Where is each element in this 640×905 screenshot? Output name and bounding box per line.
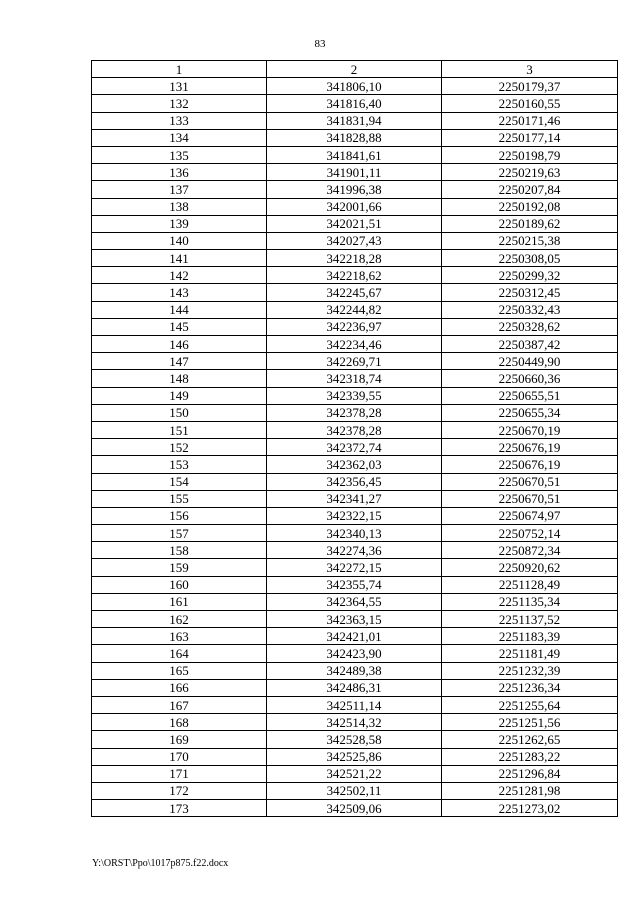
y-coordinate-cell: 2250872,34 xyxy=(442,542,618,559)
header-row xyxy=(92,61,618,78)
x-coordinate-cell: 342528,58 xyxy=(267,731,442,748)
x-coordinate-cell: 342511,14 xyxy=(267,696,442,713)
point-number-cell: 165 xyxy=(92,662,267,679)
table-row xyxy=(92,507,618,524)
y-coordinate-cell: 2251232,39 xyxy=(442,662,618,679)
table-row xyxy=(92,765,618,782)
point-number-cell: 158 xyxy=(92,542,267,559)
point-number-cell: 138 xyxy=(92,198,267,215)
x-coordinate-cell: 342274,36 xyxy=(267,542,442,559)
table-row xyxy=(92,284,618,301)
x-coordinate-cell: 342341,27 xyxy=(267,490,442,507)
x-coordinate-cell: 342339,55 xyxy=(267,387,442,404)
table-row xyxy=(92,336,618,353)
x-coordinate-cell: 342363,15 xyxy=(267,611,442,628)
y-coordinate-cell: 2250308,05 xyxy=(442,250,618,267)
y-coordinate-cell: 2250670,51 xyxy=(442,490,618,507)
point-number-cell: 136 xyxy=(92,164,267,181)
table-row xyxy=(92,353,618,370)
table-row xyxy=(92,645,618,662)
x-coordinate-cell: 342027,43 xyxy=(267,232,442,249)
x-coordinate-cell: 342378,28 xyxy=(267,404,442,421)
table-row xyxy=(92,593,618,610)
point-number-cell: 159 xyxy=(92,559,267,576)
point-number-cell: 140 xyxy=(92,232,267,249)
x-coordinate-cell: 342489,38 xyxy=(267,662,442,679)
point-number-cell: 169 xyxy=(92,731,267,748)
y-coordinate-cell: 2250674,97 xyxy=(442,507,618,524)
y-coordinate-cell: 2251262,65 xyxy=(442,731,618,748)
y-coordinate-cell: 2250198,79 xyxy=(442,146,618,163)
point-number-cell: 163 xyxy=(92,628,267,645)
point-number-cell: 155 xyxy=(92,490,267,507)
y-coordinate-cell: 2251251,56 xyxy=(442,714,618,731)
point-number-cell: 141 xyxy=(92,250,267,267)
y-coordinate-cell: 2250179,37 xyxy=(442,78,618,95)
table-row xyxy=(92,576,618,593)
y-coordinate-cell: 2250299,32 xyxy=(442,267,618,284)
x-coordinate-cell: 342272,15 xyxy=(267,559,442,576)
x-coordinate-cell: 341996,38 xyxy=(267,181,442,198)
point-number-cell: 147 xyxy=(92,353,267,370)
point-number-cell: 149 xyxy=(92,387,267,404)
table-row xyxy=(92,301,618,318)
table-row xyxy=(92,146,618,163)
y-coordinate-cell: 2250920,62 xyxy=(442,559,618,576)
table-row xyxy=(92,318,618,335)
y-coordinate-cell: 2250387,42 xyxy=(442,336,618,353)
y-coordinate-cell: 2250219,63 xyxy=(442,164,618,181)
point-number-cell: 164 xyxy=(92,645,267,662)
point-number-cell: 135 xyxy=(92,146,267,163)
x-coordinate-cell: 341828,88 xyxy=(267,129,442,146)
point-number-cell: 168 xyxy=(92,714,267,731)
y-coordinate-cell: 2251273,02 xyxy=(442,800,618,817)
x-coordinate-cell: 342318,74 xyxy=(267,370,442,387)
x-coordinate-cell: 342236,97 xyxy=(267,318,442,335)
table-row xyxy=(92,421,618,438)
point-number-cell: 156 xyxy=(92,507,267,524)
table-row xyxy=(92,662,618,679)
table-row xyxy=(92,164,618,181)
table-row xyxy=(92,679,618,696)
x-coordinate-cell: 342218,62 xyxy=(267,267,442,284)
point-number-cell: 154 xyxy=(92,473,267,490)
page-number: 83 xyxy=(314,38,326,50)
point-number-cell: 144 xyxy=(92,301,267,318)
point-number-cell: 152 xyxy=(92,439,267,456)
x-coordinate-cell: 342486,31 xyxy=(267,679,442,696)
y-coordinate-cell: 2250660,36 xyxy=(442,370,618,387)
table-header xyxy=(92,61,618,78)
table-row xyxy=(92,439,618,456)
x-coordinate-cell: 342244,82 xyxy=(267,301,442,318)
y-coordinate-cell: 2250177,14 xyxy=(442,129,618,146)
footer-file-path: Y:\ORST\Ppo\1017p875.f22.docx xyxy=(92,858,229,869)
column-header-2: 2 xyxy=(267,61,442,78)
point-number-cell: 139 xyxy=(92,215,267,232)
y-coordinate-cell: 2250171,46 xyxy=(442,112,618,129)
y-coordinate-cell: 2250332,43 xyxy=(442,301,618,318)
point-number-cell: 143 xyxy=(92,284,267,301)
y-coordinate-cell: 2250328,62 xyxy=(442,318,618,335)
point-number-cell: 148 xyxy=(92,370,267,387)
x-coordinate-cell: 342245,67 xyxy=(267,284,442,301)
table-row xyxy=(92,215,618,232)
point-number-cell: 151 xyxy=(92,421,267,438)
x-coordinate-cell: 341816,40 xyxy=(267,95,442,112)
table-row xyxy=(92,473,618,490)
x-coordinate-cell: 341806,10 xyxy=(267,78,442,95)
x-coordinate-cell: 342362,03 xyxy=(267,456,442,473)
y-coordinate-cell: 2251128,49 xyxy=(442,576,618,593)
table-body xyxy=(92,78,618,817)
y-coordinate-cell: 2251135,34 xyxy=(442,593,618,610)
x-coordinate-cell: 342269,71 xyxy=(267,353,442,370)
table-row xyxy=(92,800,618,817)
table-row xyxy=(92,370,618,387)
x-coordinate-cell: 342525,86 xyxy=(267,748,442,765)
table-row xyxy=(92,181,618,198)
table-row xyxy=(92,129,618,146)
column-header-3: 3 xyxy=(442,61,618,78)
y-coordinate-cell: 2251283,22 xyxy=(442,748,618,765)
y-coordinate-cell: 2251183,39 xyxy=(442,628,618,645)
point-number-cell: 157 xyxy=(92,525,267,542)
y-coordinate-cell: 2250192,08 xyxy=(442,198,618,215)
table-row xyxy=(92,387,618,404)
x-coordinate-cell: 342372,74 xyxy=(267,439,442,456)
x-coordinate-cell: 342218,28 xyxy=(267,250,442,267)
y-coordinate-cell: 2250160,55 xyxy=(442,95,618,112)
x-coordinate-cell: 342378,28 xyxy=(267,421,442,438)
y-coordinate-cell: 2251255,64 xyxy=(442,696,618,713)
x-coordinate-cell: 342521,22 xyxy=(267,765,442,782)
x-coordinate-cell: 341901,11 xyxy=(267,164,442,181)
table-row xyxy=(92,628,618,645)
table-row xyxy=(92,731,618,748)
column-header-1: 1 xyxy=(92,61,267,78)
x-coordinate-cell: 342001,66 xyxy=(267,198,442,215)
point-number-cell: 170 xyxy=(92,748,267,765)
table-row xyxy=(92,748,618,765)
table-row xyxy=(92,404,618,421)
point-number-cell: 162 xyxy=(92,611,267,628)
table-row xyxy=(92,198,618,215)
y-coordinate-cell: 2250189,62 xyxy=(442,215,618,232)
point-number-cell: 134 xyxy=(92,129,267,146)
x-coordinate-cell: 342021,51 xyxy=(267,215,442,232)
point-number-cell: 145 xyxy=(92,318,267,335)
table-row xyxy=(92,267,618,284)
y-coordinate-cell: 2250655,51 xyxy=(442,387,618,404)
y-coordinate-cell: 2250312,45 xyxy=(442,284,618,301)
x-coordinate-cell: 342322,15 xyxy=(267,507,442,524)
y-coordinate-cell: 2250655,34 xyxy=(442,404,618,421)
x-coordinate-cell: 342421,01 xyxy=(267,628,442,645)
x-coordinate-cell: 341831,94 xyxy=(267,112,442,129)
x-coordinate-cell: 342356,45 xyxy=(267,473,442,490)
y-coordinate-cell: 2251236,34 xyxy=(442,679,618,696)
point-number-cell: 171 xyxy=(92,765,267,782)
x-coordinate-cell: 342340,13 xyxy=(267,525,442,542)
point-number-cell: 160 xyxy=(92,576,267,593)
y-coordinate-cell: 2250676,19 xyxy=(442,456,618,473)
point-number-cell: 150 xyxy=(92,404,267,421)
table-row xyxy=(92,112,618,129)
point-number-cell: 133 xyxy=(92,112,267,129)
point-number-cell: 173 xyxy=(92,800,267,817)
point-number-cell: 153 xyxy=(92,456,267,473)
table-row xyxy=(92,78,618,95)
table-row xyxy=(92,456,618,473)
point-number-cell: 132 xyxy=(92,95,267,112)
x-coordinate-cell: 342423,90 xyxy=(267,645,442,662)
point-number-cell: 142 xyxy=(92,267,267,284)
x-coordinate-cell: 342509,06 xyxy=(267,800,442,817)
table-row xyxy=(92,525,618,542)
y-coordinate-cell: 2251181,49 xyxy=(442,645,618,662)
table-row xyxy=(92,611,618,628)
point-number-cell: 146 xyxy=(92,336,267,353)
y-coordinate-cell: 2250752,14 xyxy=(442,525,618,542)
coordinates-table xyxy=(91,60,618,817)
x-coordinate-cell: 342514,32 xyxy=(267,714,442,731)
x-coordinate-cell: 342502,11 xyxy=(267,782,442,799)
y-coordinate-cell: 2251296,84 xyxy=(442,765,618,782)
x-coordinate-cell: 342364,55 xyxy=(267,593,442,610)
table-row xyxy=(92,696,618,713)
table-row xyxy=(92,490,618,507)
table-row xyxy=(92,559,618,576)
table-row xyxy=(92,250,618,267)
point-number-cell: 172 xyxy=(92,782,267,799)
y-coordinate-cell: 2250449,90 xyxy=(442,353,618,370)
table-row xyxy=(92,782,618,799)
y-coordinate-cell: 2251281,98 xyxy=(442,782,618,799)
y-coordinate-cell: 2250207,84 xyxy=(442,181,618,198)
y-coordinate-cell: 2250676,19 xyxy=(442,439,618,456)
y-coordinate-cell: 2250215,38 xyxy=(442,232,618,249)
point-number-cell: 161 xyxy=(92,593,267,610)
table-row xyxy=(92,714,618,731)
point-number-cell: 131 xyxy=(92,78,267,95)
table-row xyxy=(92,542,618,559)
table-row xyxy=(92,95,618,112)
x-coordinate-cell: 341841,61 xyxy=(267,146,442,163)
y-coordinate-cell: 2250670,19 xyxy=(442,421,618,438)
table-row xyxy=(92,232,618,249)
x-coordinate-cell: 342355,74 xyxy=(267,576,442,593)
y-coordinate-cell: 2251137,52 xyxy=(442,611,618,628)
point-number-cell: 137 xyxy=(92,181,267,198)
y-coordinate-cell: 2250670,51 xyxy=(442,473,618,490)
point-number-cell: 166 xyxy=(92,679,267,696)
x-coordinate-cell: 342234,46 xyxy=(267,336,442,353)
point-number-cell: 167 xyxy=(92,696,267,713)
